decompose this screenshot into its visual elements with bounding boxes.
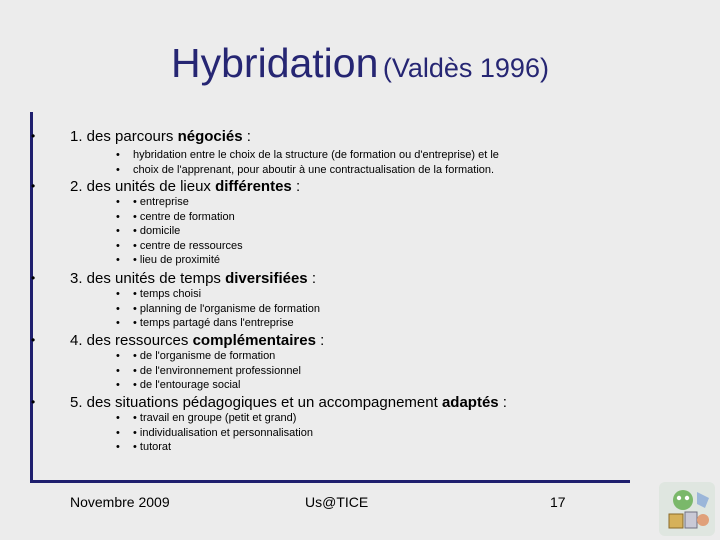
section-items-3	[116, 287, 320, 331]
footer-page-number: 17	[550, 494, 566, 510]
section-items-4	[116, 349, 301, 393]
section-bullet: •	[31, 333, 36, 347]
list-item: • • de l'environnement professionnel	[116, 364, 301, 379]
section-heading-1: 1. des parcours négociés :	[70, 128, 251, 145]
list-item: • hybridation entre le choix de la structure (de formation ou d'entreprise) et le	[116, 148, 499, 163]
mascot-logo-icon	[657, 478, 717, 538]
section-heading-5: 5. des situations pédagogiques et un accompagnement adaptés :	[70, 394, 507, 411]
title-subtitle: (Valdès 1996)	[382, 53, 549, 83]
list-item: • • planning de l'organisme de formation	[116, 302, 320, 317]
list-item: • • de l'organisme de formation	[116, 349, 301, 364]
section-items-2	[116, 195, 243, 268]
list-item: • • domicile	[116, 224, 243, 239]
list-item: • choix de l'apprenant, pour aboutir à une contractualisation de la formation.	[116, 163, 499, 178]
list-item: • • tutorat	[116, 440, 313, 455]
bottom-rule	[30, 480, 630, 483]
section-heading-3: 3. des unités de temps diversifiées :	[70, 270, 316, 287]
section-heading-2: 2. des unités de lieux différentes :	[70, 178, 301, 195]
list-item: • • travail en groupe (petit et grand)	[116, 411, 313, 426]
section-bullet: •	[31, 129, 36, 143]
left-rule	[30, 112, 36, 482]
list-item: • • temps choisi	[116, 287, 320, 302]
list-item: • • de l'entourage social	[116, 378, 301, 393]
title-main: Hybridation	[171, 40, 379, 86]
footer-center: Us@TICE	[305, 494, 369, 510]
list-item: • • entreprise	[116, 195, 243, 210]
section-items-5	[116, 411, 313, 455]
list-item: • • temps partagé dans l'entreprise	[116, 316, 320, 331]
list-item: • • centre de ressources	[116, 239, 243, 254]
section-bullet: •	[31, 395, 36, 409]
section-heading-4: 4. des ressources complémentaires :	[70, 332, 325, 349]
slide-title	[0, 40, 720, 87]
footer-date: Novembre 2009	[70, 494, 170, 510]
list-item: • • lieu de proximité	[116, 253, 243, 268]
section-bullet: •	[31, 179, 36, 193]
section-items-1	[116, 148, 499, 177]
list-item: • • centre de formation	[116, 210, 243, 225]
list-item: • • individualisation et personnalisation	[116, 426, 313, 441]
section-bullet: •	[31, 271, 36, 285]
